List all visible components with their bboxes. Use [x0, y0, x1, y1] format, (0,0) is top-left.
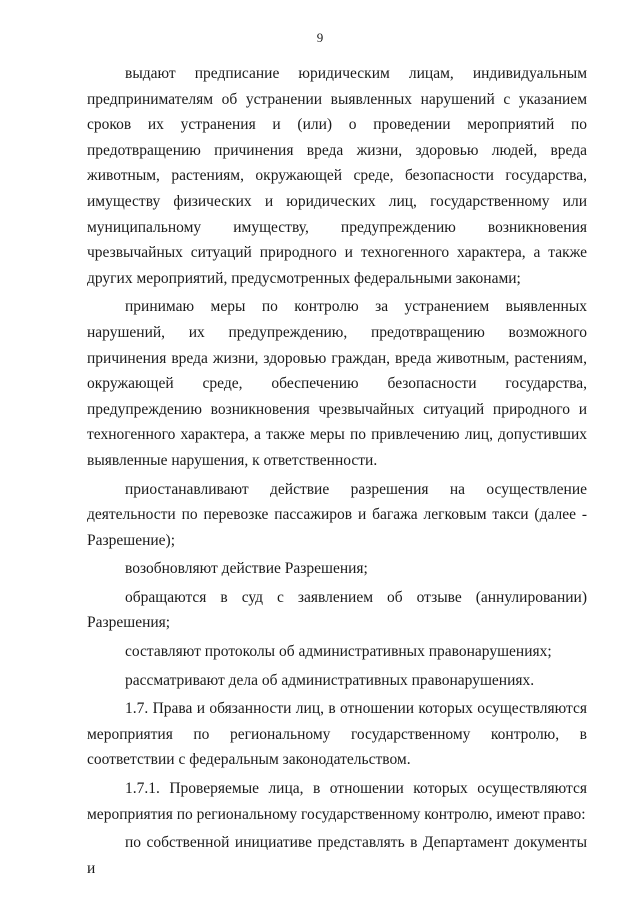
paragraph-submit-documents: по собственной инициативе представлять в Департамент документы и: [87, 834, 587, 877]
paragraph-apply-to-court: обращаются в суд с заявлением об отзыве (аннулировании) Разрешения;: [87, 588, 587, 632]
paragraph-section-1-7: 1.7. Права и обязанности лиц, в отношении которых осуществляются мероприятия по региональному государственному контролю, в соответствии с федеральным законодательством.: [87, 700, 587, 769]
paragraph-suspend-permit: приостанавливают действие разрешения на осуществление деятельности по перевозке пассажиров и багажа легковым такси (далее - Разрешение);: [87, 480, 587, 549]
paragraph-section-1-7-1: 1.7.1. Проверяемые лица, в отношении которых осуществляются мероприятия по региональному государственному контролю, имеют право:: [87, 780, 587, 823]
paragraph-resume-permit: возобновляют действие Разрешения;: [125, 560, 368, 578]
page-number: 9: [316, 30, 324, 45]
paragraph-consider-cases: рассматривают дела об административных правонарушениях.: [125, 671, 535, 689]
paragraph-draw-up-protocols: составляют протоколы об административных правонарушениях;: [125, 643, 552, 661]
document-body: [87, 61, 587, 881]
paragraph-take-measures: принимаю меры по контролю за устранением выявленных нарушений, их предупреждению, предотвращению возможного причинения вреда жизни, здоровью граждан, вреда животным, растениям, окружающей среде, обеспечению безопасности государства, предупреждению возникновения чрезвычайных ситуаций природного и техногенного характера, а также меры по привлечению лиц, допустивших выявленные нарушения, к ответственности.: [87, 298, 587, 469]
paragraph-issue-orders: выдают предписание юридическим лицам, индивидуальным предпринимателям об устранении выявленных нарушений с указанием сроков их устранения и (или) о проведении мероприятий по предотвращению причинения вреда жизни, здоровью людей, вреда животным, растениям, окружающей среде, безопасности государства, имуществу физических и юридических лиц, государственному или муниципальному имуществу, предупреждению возникновения чрезвычайных ситуаций природного и техногенного характера, а также других мероприятий, предусмотренных федеральными законами;: [87, 65, 587, 287]
